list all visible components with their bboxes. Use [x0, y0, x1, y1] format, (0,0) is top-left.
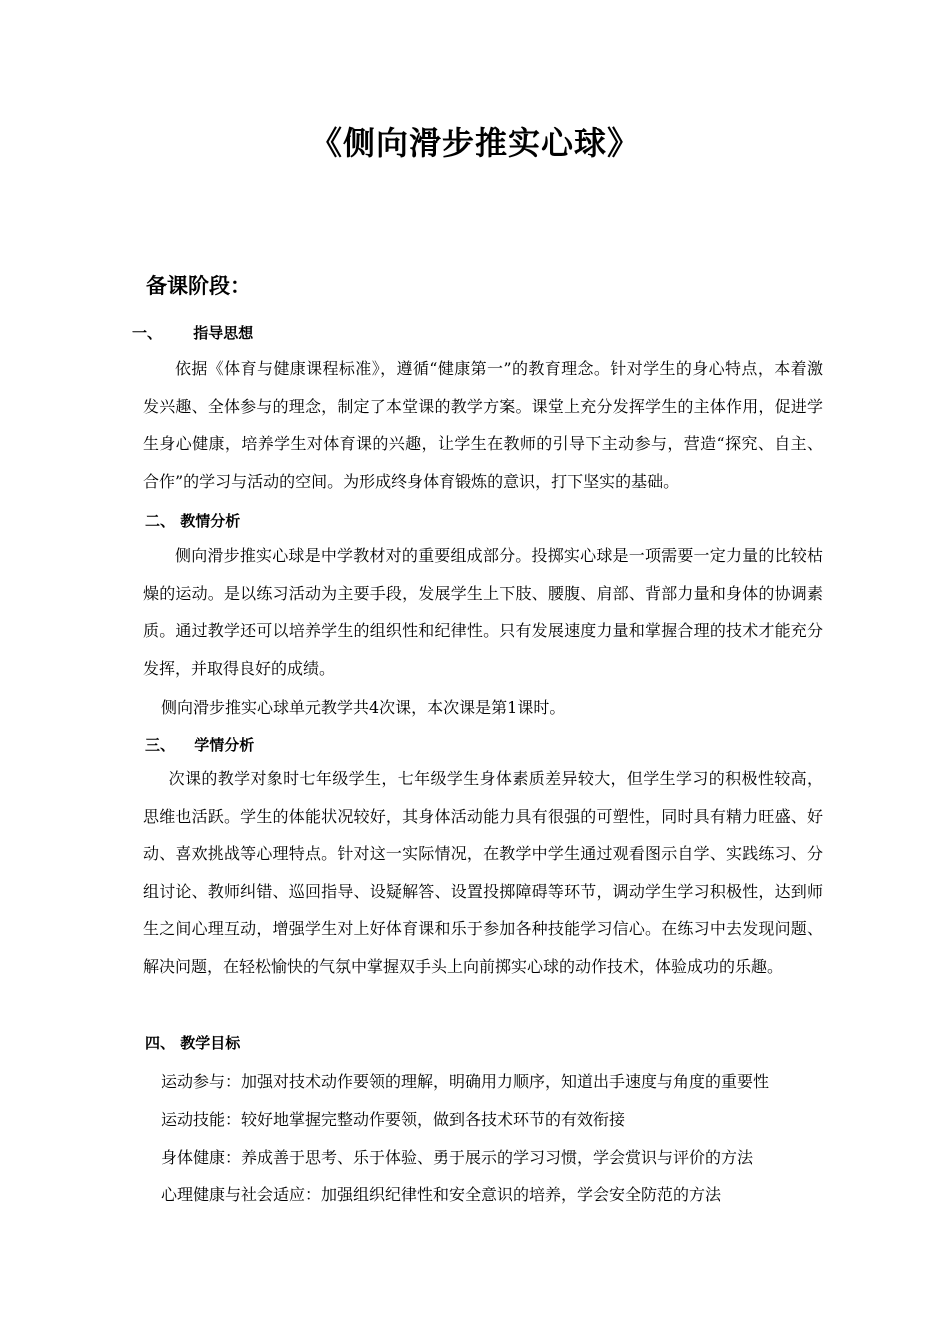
- goal-skill: 运动技能：较好地掌握完整动作要领，做到各技术环节的有效衔接: [161, 1110, 626, 1129]
- unit-lesson-note: 侧向滑步推实心球单元教学共4次课，本次课是第1课时。: [161, 698, 566, 717]
- paragraph-guiding-ideology: 依据《体育与健康课程标准》，遵循“健康第一”的教育理念。针对学生的身心特点，本着激发兴趣、全体参与的理念，制定了本堂课的教学方案。课堂上充分发挥学生的主体作用，促进学生身心健康，培养学生对体育课的兴趣，让学生在教师的引导下主动参与，营造“探究、自主、合作”的学习与活动的空间。为形成终身体育锻炼的意识，打下坚实的基础。: [143, 359, 823, 491]
- goal-mental-health: 心理健康与社会适应：加强组织纪律性和安全意识的培养，学会安全防范的方法: [161, 1185, 722, 1204]
- document-title: 《侧向滑步推实心球》: [309, 124, 640, 162]
- paragraph-teaching-analysis: 侧向滑步推实心球是中学教材对的重要组成部分。投掷实心球是一项需要一定力量的比较枯燥的运动。是以练习活动为主要手段，发展学生上下肢、腰腹、肩部、背部力量和身体的协调素质。通过教学还可以培养学生的组织性和纪律性。只有发展速度力量和掌握合理的技术才能充分发挥，并取得良好的成绩。: [143, 546, 823, 678]
- section-number: 三、: [145, 736, 176, 754]
- section-number: 二、: [145, 512, 176, 530]
- section-heading-4: [145, 1032, 240, 1053]
- goal-physical-health: 身体健康：养成善于思考、乐于体验、勇于展示的学习习惯，学会赏识与评价的方法: [161, 1148, 754, 1167]
- section-title: 学情分析: [194, 736, 255, 754]
- section-heading-1: [132, 322, 253, 343]
- section-heading-2: [145, 510, 240, 531]
- section-number: 四、: [145, 1034, 176, 1052]
- section-heading-3: [145, 734, 254, 755]
- goal-participation: 运动参与：加强对技术动作要领的理解，明确用力顺序，知道出手速度与角度的重要性: [161, 1072, 770, 1091]
- stage-heading: 备课阶段：: [146, 274, 251, 298]
- section-title: 教学目标: [180, 1034, 241, 1052]
- paragraph-student-analysis: 次课的教学对象时七年级学生，七年级学生身体素质差异较大，但学生学习的积极性较高，思维也活跃。学生的体能状况较好，其身体活动能力具有很强的可塑性，同时具有精力旺盛、好动、喜欢挑战等心理特点。针对这一实际情况，在教学中学生通过观看图示自学、实践练习、分组讨论、教师纠错、巡回指导、设疑解答、设置投掷障碍等环节，调动学生学习积极性，达到师生之间心理互动，增强学生对上好体育课和乐于参加各种技能学习信心。在练习中去发现问题、解决问题，在轻松愉快的气氛中掌握双手头上向前掷实心球的动作技术，体验成功的乐趣。: [143, 769, 823, 976]
- section-title: 教情分析: [180, 512, 241, 530]
- section-number: 一、: [132, 324, 163, 342]
- section-title: 指导思想: [193, 324, 254, 342]
